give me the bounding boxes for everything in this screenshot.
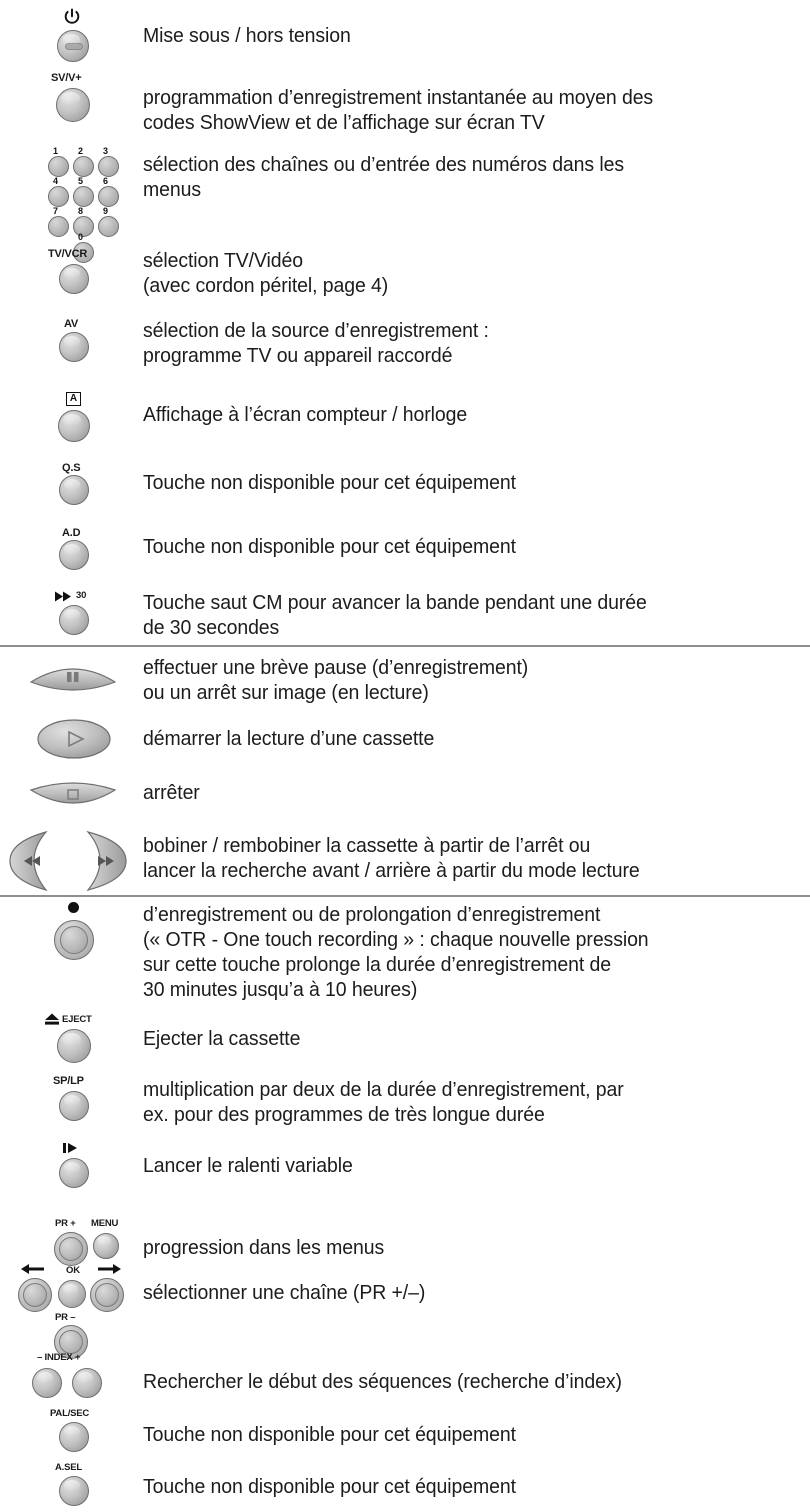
desc-line: Rechercher le début des séquences (recherche d’index) [143,1370,622,1393]
showview-button-group [0,72,140,142]
keypad-button-5[interactable] [73,186,94,207]
pr-plus-label: PR + [55,1218,76,1229]
play-button-group [0,718,140,774]
desc-line: Touche non disponible pour cet équipement [143,471,516,494]
skip-30-button[interactable] [59,605,89,635]
keypad-label-9: 9 [103,206,109,216]
desc-line: Mise sous / hors tension [143,24,351,47]
legend-row-av [0,318,810,378]
section-separator-1 [0,645,810,647]
legend-row-tvvcr [0,248,810,308]
keypad-button-6[interactable] [98,186,119,207]
record-description [143,902,771,1002]
menu-label: MENU [91,1218,119,1229]
keypad-label-4: 4 [53,176,59,186]
desc-line: (« OTR - One touch recording » : chaque nouvelle pression [143,928,649,951]
keypad-label-6: 6 [103,176,109,186]
stop-button[interactable] [28,780,118,814]
a-sel-button-group [0,1462,140,1512]
legend-row-index [0,1352,810,1404]
desc-line: Touche non disponible pour cet équipement [143,535,516,558]
desc-line: progression dans les menus [143,1236,385,1259]
tv-vcr-label: TV/VCR [48,248,88,260]
ad-button[interactable] [59,540,89,570]
tvvcr-description [143,248,771,298]
desc-line: codes ShowView et de l’affichage sur écran TV [143,111,545,134]
section-separator-2 [0,895,810,897]
keypad-label-2: 2 [78,146,84,156]
legend-row-keypad [0,146,810,242]
desc-line: sélection de la source d’enregistrement : [143,319,489,342]
osd-boxed-a-icon: A [66,392,81,406]
desc-line: programme TV ou appareil raccordé [143,344,453,367]
desc-line: Lancer le ralenti variable [143,1154,353,1177]
av-button[interactable] [59,332,89,362]
channel-select-description [143,1280,771,1305]
skip30-label: 30 [76,590,87,601]
desc-line: programmation d’enregistrement instantanée au moyen des [143,86,654,109]
left-arrow-icon [21,1263,45,1275]
pause-button[interactable] [28,660,118,694]
index-description [143,1369,771,1394]
showview-description [143,85,771,135]
keypad-label-7: 7 [53,206,59,216]
osd-button-group [0,392,140,452]
legend-row-stop [0,778,810,830]
index-button-group [0,1352,140,1404]
desc-line: ex. pour des programmes de très longue durée [143,1103,545,1126]
tv-vcr-button-group [0,248,140,308]
legend-row-power [0,8,810,68]
keypad-label-3: 3 [103,146,109,156]
showview-button[interactable] [56,88,90,122]
power-description [143,23,771,48]
slow-motion-group [0,1140,140,1198]
record-dot-icon [68,902,79,913]
rewind-forward-group [0,828,140,896]
keypad-button-2[interactable] [73,156,94,177]
rewind-forward-buttons[interactable] [2,828,138,896]
keypad-button-4[interactable] [48,186,69,207]
desc-line: de 30 secondes [143,616,280,639]
ok-label: OK [66,1265,80,1276]
slow-motion-button[interactable] [59,1158,89,1188]
osd-display-button[interactable] [58,410,90,442]
legend-row-skip30 [0,590,810,646]
ok-button[interactable] [58,1280,86,1308]
desc-line: 30 minutes jusqu’a à 10 heures) [143,978,418,1001]
desc-line: menus [143,178,201,201]
legend-row-ad [0,527,810,585]
desc-line: sur cette touche prolonge la durée d’enregistrement de [143,953,611,976]
pr-minus-label: PR – [55,1312,76,1323]
right-arrow-icon [97,1263,121,1275]
desc-line: sélection TV/Vidéo [143,249,303,272]
stop-description [143,780,771,805]
desc-line: sélection des chaînes ou d’entrée des numéros dans les [143,153,624,176]
forward-button [88,832,126,890]
desc-line: arrêter [143,781,200,804]
legend-row-record [0,902,810,1010]
keypad-button-3[interactable] [98,156,119,177]
showview-button-label: SV/V+ [51,72,82,84]
legend-row-showview [0,72,810,142]
palsec-description [143,1422,771,1447]
index-label: – INDEX + [37,1352,81,1363]
stop-button-group [0,778,140,830]
legend-row-splp [0,1075,810,1133]
sp-lp-button[interactable] [59,1091,89,1121]
keypad-label-8: 8 [78,206,84,216]
legend-row-navigation [0,1218,810,1348]
menu-button[interactable] [93,1233,119,1259]
slow-description [143,1153,771,1178]
ad-description [143,534,771,559]
pause-button-group [0,655,140,713]
ad-label: A.D [62,527,81,539]
left-button[interactable] [18,1278,52,1312]
eject-description [143,1026,771,1051]
menu-navigation-description [143,1235,771,1260]
pal-sec-button-group [0,1408,140,1462]
legend-row-display [0,392,810,452]
play-description [143,726,771,751]
record-button-group [0,902,140,1010]
desc-line: Affichage à l’écran compteur / horloge [143,403,468,426]
av-description [143,318,771,368]
a-sel-label: A.SEL [55,1462,82,1473]
asel-description [143,1474,771,1499]
legend-row-qs [0,462,810,520]
qs-description [143,470,771,495]
keypad-label-1: 1 [53,146,59,156]
desc-line: effectuer une brève pause (d’enregistrement) [143,656,529,679]
eject-button[interactable] [57,1029,91,1063]
slow-motion-icon [62,1142,82,1154]
keypad-button-9[interactable] [98,216,119,237]
display-description [143,402,771,427]
index-plus-button[interactable] [72,1368,102,1398]
pal-sec-button[interactable] [59,1422,89,1452]
desc-line: bobiner / rembobiner la cassette à partir de l’arrêt ou [143,834,591,857]
eject-icon [44,1013,60,1026]
skip30-button-group [0,590,140,646]
desc-line: Touche non disponible pour cet équipement [143,1423,516,1446]
eject-button-group [0,1013,140,1071]
splp-description [143,1077,771,1127]
qs-button[interactable] [59,475,89,505]
av-button-group [0,318,140,378]
numeric-keypad [0,146,140,242]
desc-line: d’enregistrement ou de prolongation d’enregistrement [143,903,601,926]
sp-lp-button-group [0,1075,140,1133]
desc-line: sélectionner une chaîne (PR +/–) [143,1281,426,1304]
eject-label: EJECT [62,1014,92,1025]
tv-vcr-button[interactable] [59,264,89,294]
keypad-button-8[interactable] [73,216,94,237]
legend-row-asel [0,1462,810,1512]
av-label: AV [64,318,79,330]
skip30-description [143,590,771,640]
legend-row-pause [0,655,810,713]
navigation-cluster [0,1218,143,1348]
power-button-group [0,8,140,68]
legend-row-play [0,718,810,774]
desc-line: (avec cordon péritel, page 4) [143,274,389,297]
desc-line: multiplication par deux de la durée d’enregistrement, par [143,1078,624,1101]
qs-label: Q.S [62,462,81,474]
desc-line: lancer la recherche avant / arrière à partir du mode lecture [143,859,640,882]
legend-row-eject [0,1013,810,1071]
keypad-button-1[interactable] [48,156,69,177]
desc-line: Touche non disponible pour cet équipement [143,1475,516,1498]
legend-row-rew-ff [0,828,810,896]
pr-plus-button[interactable] [54,1232,88,1266]
ad-button-group [0,527,140,585]
keypad-button-7[interactable] [48,216,69,237]
sp-lp-label: SP/LP [53,1075,84,1087]
keypad-label-5: 5 [78,176,84,186]
pause-description [143,655,771,705]
keypad-label-0: 0 [78,232,84,242]
a-sel-button[interactable] [59,1476,89,1506]
qs-button-group [0,462,140,520]
rewind-button [10,832,46,890]
pal-sec-label: PAL/SEC [50,1408,90,1419]
desc-line: ou un arrêt sur image (en lecture) [143,681,429,704]
legend-row-palsec [0,1408,810,1462]
legend-row-slow [0,1140,810,1198]
right-button[interactable] [90,1278,124,1312]
keypad-description [143,152,771,202]
index-minus-button[interactable] [32,1368,62,1398]
record-button-ring[interactable] [54,920,94,960]
power-button[interactable] [57,30,89,62]
fast-forward-icon [55,591,75,602]
power-icon [63,8,81,26]
desc-line: démarrer la lecture d’une cassette [143,727,435,750]
desc-line: Touche saut CM pour avancer la bande pendant une durée [143,591,647,614]
desc-line: Ejecter la cassette [143,1027,301,1050]
play-button[interactable] [36,718,112,760]
rew-ff-description [143,833,771,883]
